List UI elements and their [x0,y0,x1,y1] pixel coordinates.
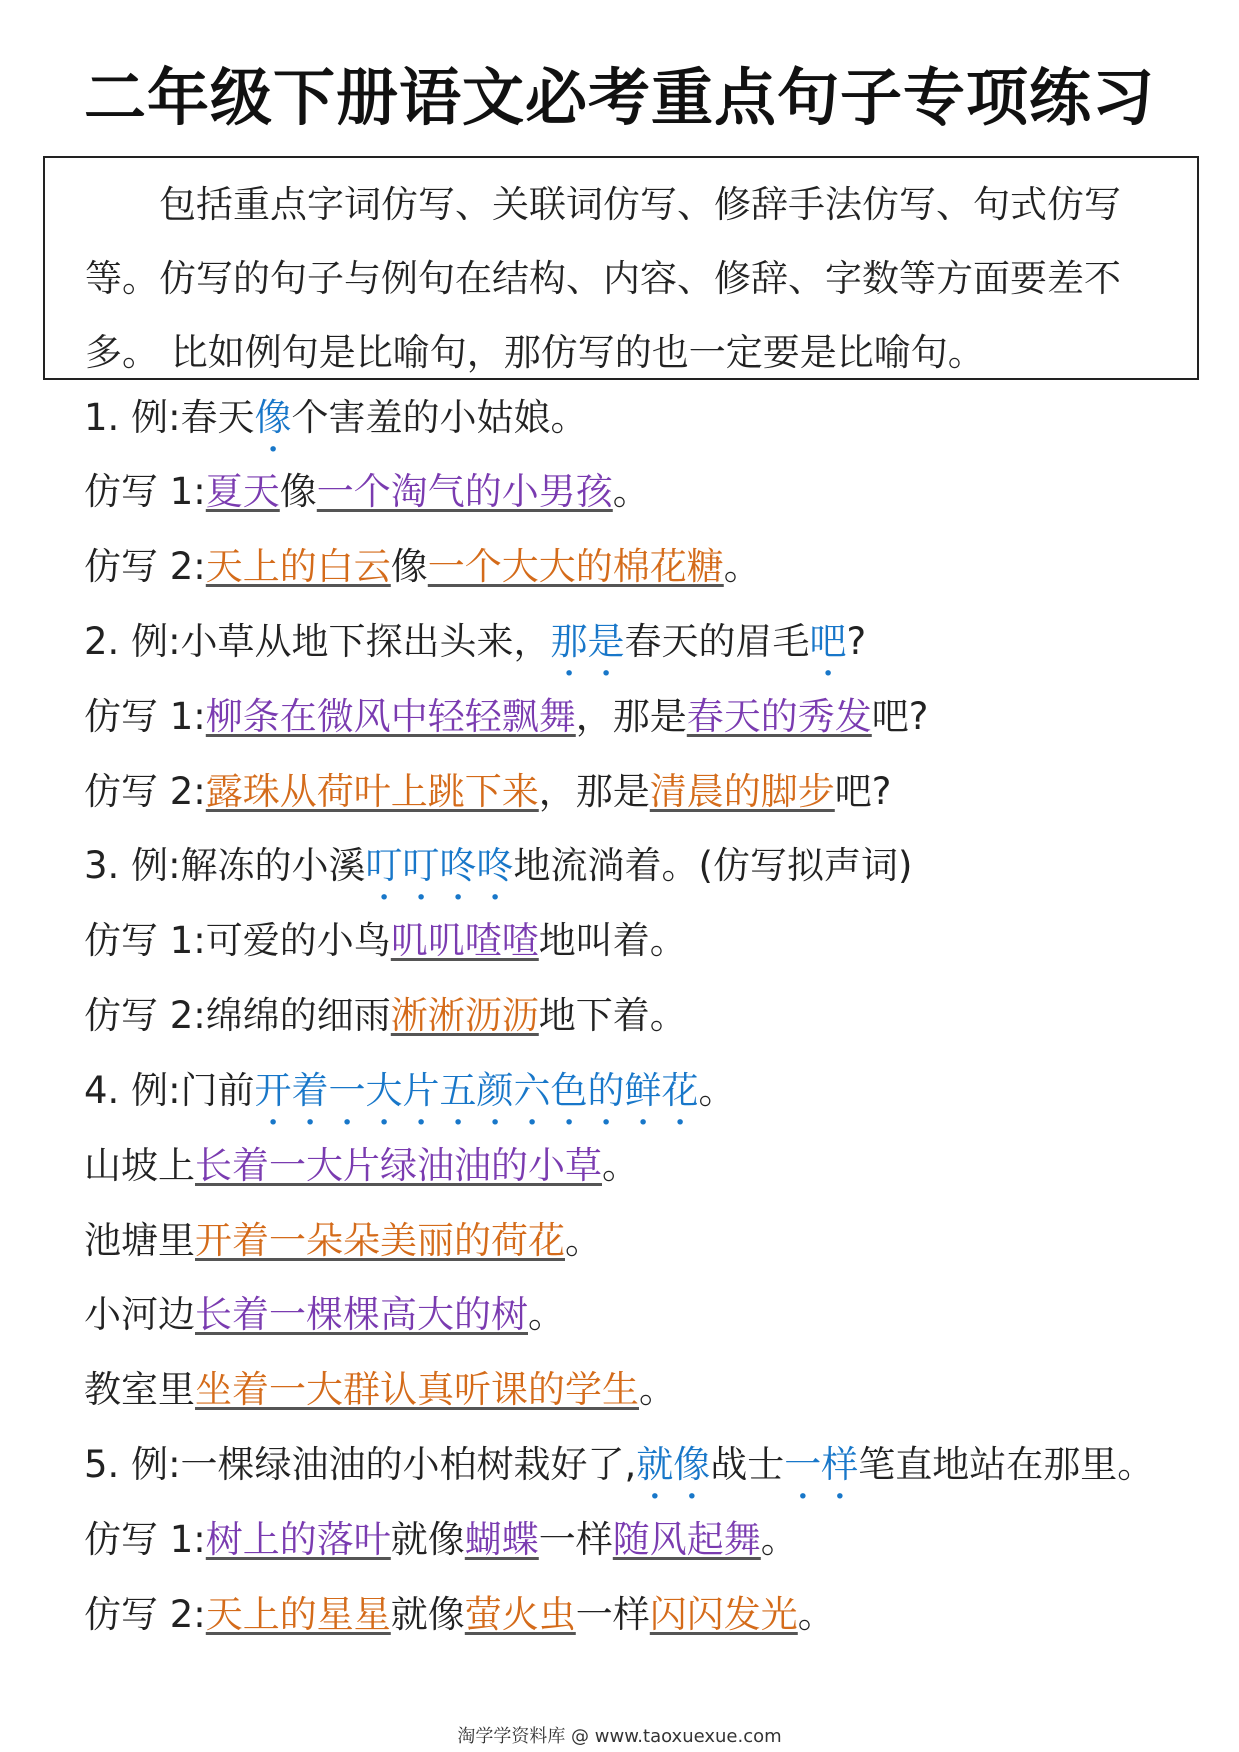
q5-answer-2: 仿写 2:天上的星星就像萤火虫一样闪闪发光。 [84,1593,835,1636]
page-title: 二年级下册语文必考重点句子专项练习 [83,61,1155,134]
q3-answer-2: 仿写 2:绵绵的细雨淅淅沥沥地下着。 [84,994,687,1037]
intro-line-1: 包括重点字词仿写、关联词仿写、修辞手法仿写、句式仿写 [159,183,1121,226]
q2-example: 2. 例:小草从地下探出头来，那是春天的眉毛吧? [84,620,867,663]
q4-answer-4: 教室里坐着一大群认真听课的学生。 [84,1368,676,1411]
footer-watermark: 淘学学资料库 @ www.taoxuexue.com [457,1726,782,1747]
q4-answer-3: 小河边长着一棵棵高大的树。 [84,1293,565,1336]
intro-box [43,156,1199,380]
q4-answer-1: 山坡上长着一大片绿油油的小草。 [84,1144,639,1187]
q3-example: 3. 例:解冻的小溪叮叮咚咚地流淌着。(仿写拟声词) [84,844,913,887]
q1-answer-1: 仿写 1:夏天像一个淘气的小男孩。 [84,470,650,513]
intro-line-2: 等。仿写的句子与例句在结构、内容、修辞、字数等方面要差不 [85,257,1121,300]
q2-answer-1: 仿写 1:柳条在微风中轻轻飘舞，那是春天的秀发吧? [84,695,929,738]
q4-example: 4. 例:门前开着一大片五颜六色的鲜花。 [84,1069,736,1112]
intro-line-3: 多。 比如例句是比喻句，那仿写的也一定要是比喻句。 [85,331,985,374]
q1-answer-2: 仿写 2:天上的白云像一个大大的棉花糖。 [84,545,761,588]
q2-answer-2: 仿写 2:露珠从荷叶上跳下来，那是清晨的脚步吧? [84,770,892,813]
q5-example: 5. 例:一棵绿油油的小柏树栽好了,就像战士一样笔直地站在那里。 [84,1443,1155,1486]
q5-answer-1: 仿写 1:树上的落叶就像蝴蝶一样随风起舞。 [84,1518,798,1561]
q3-answer-1: 仿写 1:可爱的小鸟叽叽喳喳地叫着。 [84,919,687,962]
q1-example: 1. 例:春天像个害羞的小姑娘。 [84,396,588,439]
q4-answer-2: 池塘里开着一朵朵美丽的荷花。 [84,1219,602,1262]
